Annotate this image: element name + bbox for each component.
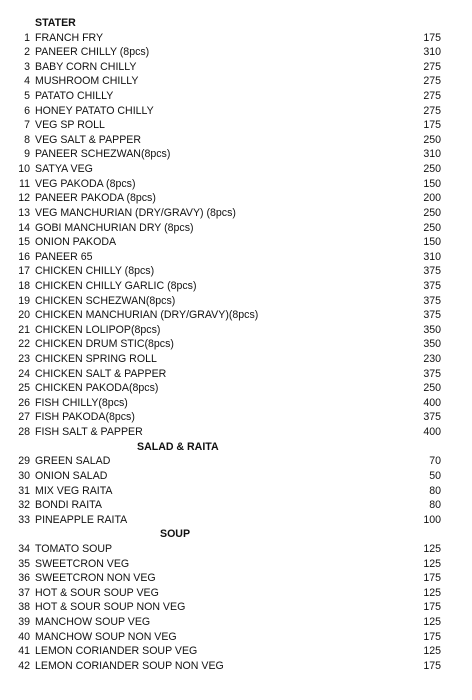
item-price: 275 (423, 104, 441, 117)
item-name: CHICKEN SPRING ROLL (35, 353, 157, 366)
item-name: GOBI MANCHURIAN DRY (8pcs) (35, 221, 194, 234)
item-number: 28 (18, 426, 30, 439)
item-name: FISH CHILLY(8pcs) (35, 396, 128, 409)
item-price: 400 (423, 426, 441, 439)
item-number: 22 (18, 338, 30, 351)
item-name: MUSHROOM CHILLY (35, 75, 139, 88)
item-price: 375 (423, 294, 441, 307)
item-name: BONDI RAITA (35, 499, 102, 512)
item-number: 29 (18, 455, 30, 468)
menu-item-row (0, 454, 472, 469)
item-price: 125 (423, 557, 441, 570)
item-name: LEMON CORIANDER SOUP NON VEG (35, 659, 224, 672)
item-number: 32 (18, 499, 30, 512)
menu-item-row (0, 323, 472, 338)
item-number: 6 (24, 104, 30, 117)
item-name: ONION SALAD (35, 469, 108, 482)
menu-item-row (0, 425, 472, 440)
menu-item-row (0, 484, 472, 499)
item-name: HOT & SOUR SOUP NON VEG (35, 601, 186, 614)
item-price: 50 (429, 469, 441, 482)
section-title: SALAD & RAITA (137, 440, 219, 453)
item-name: VEG PAKODA (8pcs) (35, 177, 136, 190)
item-name: FISH PAKODA(8pcs) (35, 411, 135, 424)
item-name: CHICKEN DRUM STIC(8pcs) (35, 338, 174, 351)
item-price: 275 (423, 60, 441, 73)
menu-item-row (0, 586, 472, 601)
item-name: PANEER 65 (35, 250, 93, 263)
item-price: 150 (423, 236, 441, 249)
item-number: 5 (24, 90, 30, 103)
item-name: GREEN SALAD (35, 455, 111, 468)
item-number: 10 (18, 163, 30, 176)
item-name: CHICKEN CHILLY GARLIC (8pcs) (35, 279, 197, 292)
menu-item-row (0, 162, 472, 177)
item-name: FISH SALT & PAPPER (35, 426, 143, 439)
menu-item-row (0, 177, 472, 192)
menu-item-row (0, 381, 472, 396)
menu-item-row (0, 60, 472, 75)
item-name: SWEETCRON NON VEG (35, 572, 156, 585)
item-name: PANEER CHILLY (8pcs) (35, 46, 150, 59)
menu-item-row (0, 396, 472, 411)
item-number: 12 (18, 192, 30, 205)
item-number: 2 (24, 46, 30, 59)
item-number: 16 (18, 250, 30, 263)
menu-item-row (0, 45, 472, 60)
item-name: SATYA VEG (35, 163, 93, 176)
menu-item-row (0, 352, 472, 367)
menu-item-row (0, 206, 472, 221)
item-number: 42 (18, 659, 30, 672)
item-number: 30 (18, 469, 30, 482)
item-price: 125 (423, 615, 441, 628)
menu-item-row (0, 469, 472, 484)
item-number: 36 (18, 572, 30, 585)
menu-item-row (0, 118, 472, 133)
section-salad-raita-heading (0, 440, 472, 455)
item-number: 23 (18, 353, 30, 366)
item-number: 27 (18, 411, 30, 424)
section-stater-heading (0, 16, 472, 31)
item-name: PINEAPPLE RAITA (35, 513, 128, 526)
item-name: CHICKEN SALT & PAPPER (35, 367, 167, 380)
menu-item-row (0, 367, 472, 382)
menu-item-row (0, 133, 472, 148)
item-name: MANCHOW SOUP VEG (35, 615, 151, 628)
item-number: 15 (18, 236, 30, 249)
item-price: 175 (423, 119, 441, 132)
item-name: SWEETCRON VEG (35, 557, 130, 570)
item-number: 21 (18, 323, 30, 336)
item-price: 175 (423, 630, 441, 643)
item-name: TOMATO SOUP (35, 542, 113, 555)
item-price: 125 (423, 542, 441, 555)
item-number: 40 (18, 630, 30, 643)
menu-item-row (0, 31, 472, 46)
item-name: VEG SP ROLL (35, 119, 105, 132)
item-number: 19 (18, 294, 30, 307)
section-title: SOUP (160, 528, 191, 541)
item-price: 375 (423, 411, 441, 424)
item-number: 14 (18, 221, 30, 234)
menu-item-row (0, 279, 472, 294)
item-number: 37 (18, 586, 30, 599)
item-price: 275 (423, 75, 441, 88)
menu-item-row (0, 600, 472, 615)
section-soup-heading (0, 527, 472, 542)
menu-item-row (0, 308, 472, 323)
item-name: VEG SALT & PAPPER (35, 133, 141, 146)
item-price: 275 (423, 90, 441, 103)
menu-item-row (0, 337, 472, 352)
item-number: 24 (18, 367, 30, 380)
item-price: 250 (423, 206, 441, 219)
item-number: 34 (18, 542, 30, 555)
item-price: 80 (429, 499, 441, 512)
item-price: 250 (423, 133, 441, 146)
item-number: 9 (24, 148, 30, 161)
item-price: 80 (429, 484, 441, 497)
item-name: MANCHOW SOUP NON VEG (35, 630, 177, 643)
item-name: PANEER SCHEZWAN(8pcs) (35, 148, 171, 161)
item-price: 375 (423, 309, 441, 322)
item-number: 8 (24, 133, 30, 146)
item-price: 175 (423, 572, 441, 585)
item-price: 350 (423, 338, 441, 351)
item-name: LEMON CORIANDER SOUP VEG (35, 645, 198, 658)
item-number: 18 (18, 279, 30, 292)
item-name: CHICKEN PAKODA(8pcs) (35, 382, 159, 395)
item-name: HONEY PATATO CHILLY (35, 104, 154, 117)
item-name: HOT & SOUR SOUP VEG (35, 586, 159, 599)
menu-item-row (0, 571, 472, 586)
item-number: 25 (18, 382, 30, 395)
menu-item-row (0, 615, 472, 630)
item-price: 150 (423, 177, 441, 190)
menu-item-row (0, 659, 472, 674)
item-name: ONION PAKODA (35, 236, 117, 249)
item-name: CHICKEN LOLIPOP(8pcs) (35, 323, 161, 336)
section-title: STATER (35, 17, 76, 29)
item-number: 35 (18, 557, 30, 570)
menu-item-row (0, 221, 472, 236)
item-number: 11 (19, 177, 30, 190)
item-price: 375 (423, 265, 441, 278)
item-price: 400 (423, 396, 441, 409)
item-name: CHICKEN SCHEZWAN(8pcs) (35, 294, 176, 307)
item-name: FRANCH FRY (35, 31, 104, 44)
menu-item-row (0, 74, 472, 89)
item-number: 3 (24, 60, 30, 73)
menu-item-row (0, 644, 472, 659)
item-number: 33 (18, 513, 30, 526)
item-price: 175 (423, 601, 441, 614)
item-price: 200 (423, 192, 441, 205)
item-price: 310 (423, 148, 441, 161)
item-name: CHICKEN MANCHURIAN (DRY/GRAVY)(8pcs) (35, 309, 259, 322)
item-price: 375 (423, 279, 441, 292)
item-number: 13 (18, 206, 30, 219)
item-number: 20 (18, 309, 30, 322)
item-price: 175 (423, 659, 441, 672)
menu-item-row (0, 498, 472, 513)
item-name: PATATO CHILLY (35, 90, 114, 103)
menu-item-row (0, 250, 472, 265)
menu-item-row (0, 89, 472, 104)
menu-item-row (0, 235, 472, 250)
item-price: 250 (423, 382, 441, 395)
item-price: 70 (429, 455, 441, 468)
menu-item-row (0, 542, 472, 557)
menu-item-row (0, 191, 472, 206)
item-number: 39 (18, 615, 30, 628)
menu-item-row (0, 513, 472, 528)
menu-item-row (0, 264, 472, 279)
menu-item-row (0, 410, 472, 425)
item-name: VEG MANCHURIAN (DRY/GRAVY) (8pcs) (35, 206, 236, 219)
menu-item-row (0, 557, 472, 572)
item-price: 250 (423, 221, 441, 234)
item-name: MIX VEG RAITA (35, 484, 113, 497)
item-price: 230 (423, 353, 441, 366)
item-price: 125 (423, 645, 441, 658)
item-number: 17 (18, 265, 30, 278)
menu-item-row (0, 630, 472, 645)
item-number: 38 (18, 601, 30, 614)
item-price: 310 (423, 250, 441, 263)
item-number: 4 (24, 75, 30, 88)
item-name: CHICKEN CHILLY (8pcs) (35, 265, 155, 278)
menu-item-row (0, 147, 472, 162)
item-price: 100 (423, 513, 441, 526)
item-number: 1 (24, 31, 30, 44)
item-price: 250 (423, 163, 441, 176)
item-number: 31 (18, 484, 30, 497)
item-name: BABY CORN CHILLY (35, 60, 137, 73)
item-price: 310 (423, 46, 441, 59)
item-price: 350 (423, 323, 441, 336)
menu-item-row (0, 294, 472, 309)
item-price: 375 (423, 367, 441, 380)
menu-list (0, 16, 472, 673)
item-number: 41 (18, 645, 30, 658)
item-number: 7 (24, 119, 30, 132)
item-price: 175 (423, 31, 441, 44)
item-name: PANEER PAKODA (8pcs) (35, 192, 156, 205)
menu-item-row (0, 104, 472, 119)
item-price: 125 (423, 586, 441, 599)
item-number: 26 (18, 396, 30, 409)
